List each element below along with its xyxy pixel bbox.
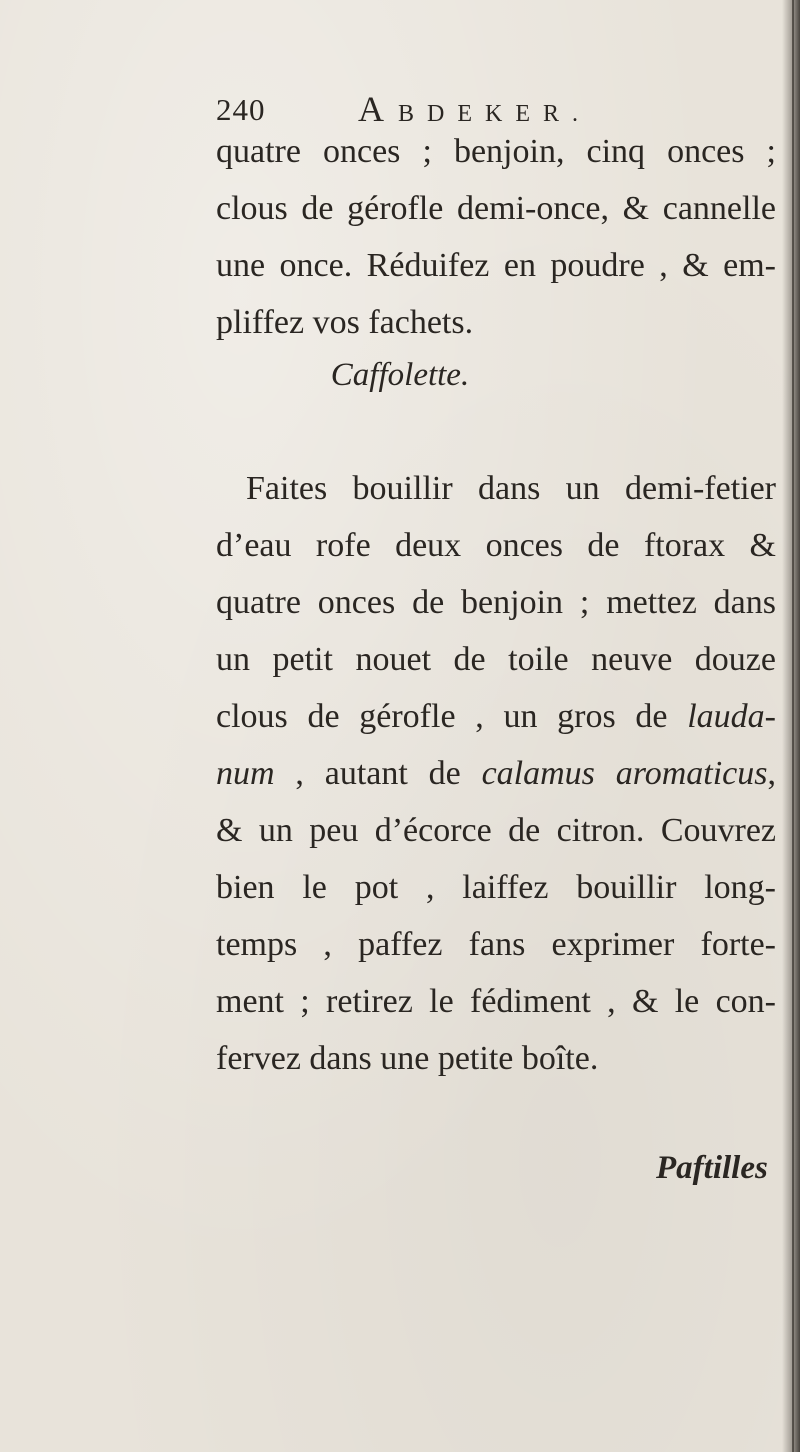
text-line: bien le pot , laiffez bouillir long- bbox=[216, 869, 776, 906]
text-line: quatre onces ; benjoin, cinq onces ; bbox=[216, 133, 776, 170]
text-line: quatre onces de benjoin ; mettez dans bbox=[216, 584, 776, 621]
text-line: clous de gérofle demi-once, & cannelle bbox=[216, 190, 776, 227]
catchword: Paftilles bbox=[656, 1150, 768, 1186]
text-line: Faites bouillir dans un demi-fetier bbox=[246, 470, 776, 507]
page-header bbox=[216, 88, 696, 138]
text-line: un petit nouet de toile neuve douze bbox=[216, 641, 776, 678]
text-line: pliffez vos fachets. bbox=[216, 304, 474, 341]
text-line: temps , paffez fans exprimer forte- bbox=[216, 926, 776, 963]
italic-term: lauda- bbox=[687, 698, 776, 735]
page-edge-line bbox=[792, 0, 794, 1452]
text-line: une once. Réduifez en poudre , & em- bbox=[216, 247, 776, 284]
running-head bbox=[358, 88, 591, 130]
page-number: 240 bbox=[216, 92, 266, 127]
running-head-rest: BDEKER. bbox=[398, 101, 591, 127]
italic-term: num bbox=[216, 755, 275, 792]
running-head-initial: A bbox=[358, 89, 398, 129]
text-line: ment ; retirez le fédiment , & le con- bbox=[216, 983, 776, 1020]
text-line bbox=[216, 697, 776, 737]
italic-term: calamus aromaticus bbox=[481, 755, 768, 792]
section-title: Caffolette. bbox=[330, 357, 470, 393]
text-line: fervez dans une petite boîte. bbox=[216, 1040, 599, 1077]
text-line: & un peu d’écorce de citron. Couvrez bbox=[216, 812, 776, 849]
text-line: d’eau rofe deux onces de ftorax & bbox=[216, 527, 776, 564]
text-line bbox=[216, 754, 776, 794]
page-edge-shadow bbox=[782, 0, 800, 1452]
text-run: clous de gérofle , un gros de bbox=[216, 698, 688, 735]
text-run: , bbox=[767, 755, 776, 792]
text-run: , autant de bbox=[274, 755, 482, 792]
